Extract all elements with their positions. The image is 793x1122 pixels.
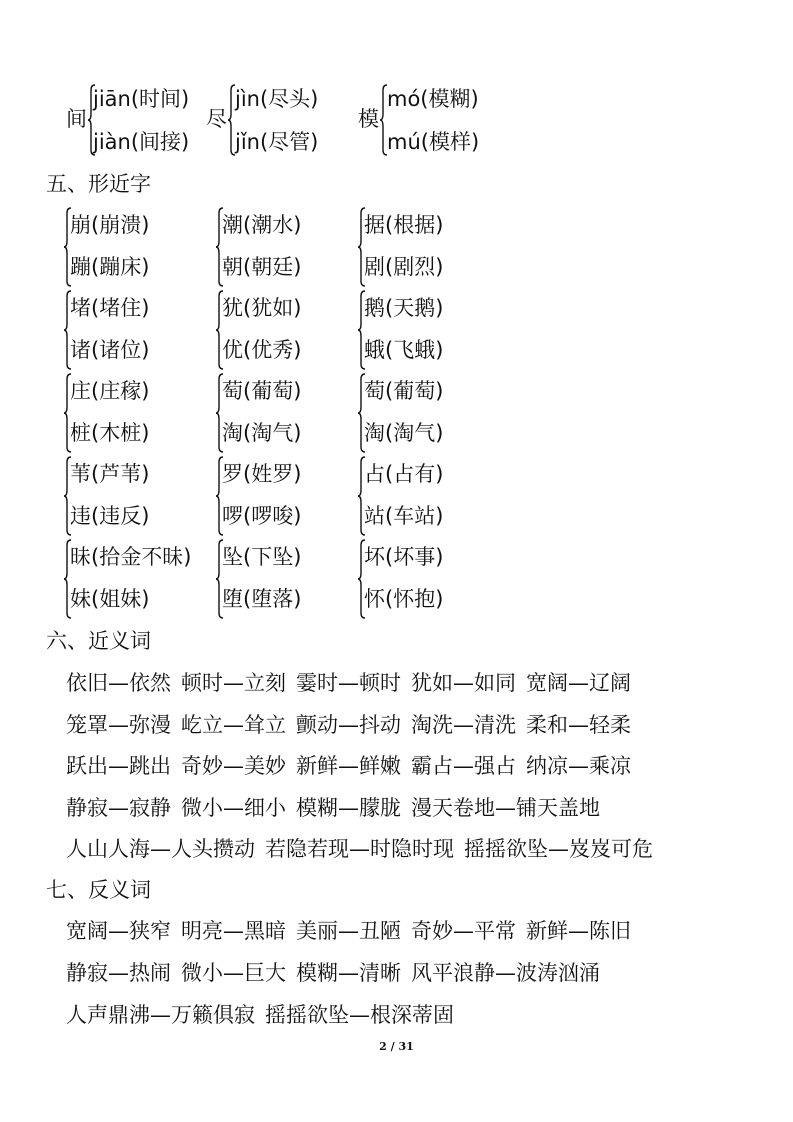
similar-char-word: 昧(拾金不昧) (70, 545, 192, 569)
similar-char-word: 蛾(飞蛾) (364, 338, 444, 362)
synonym-pair: 漫天卷地—铺天盖地 (411, 795, 600, 820)
synonym-pair: 纳凉—乘凉 (526, 754, 631, 778)
synonym-pair: 霎时—顿时 (296, 671, 401, 695)
synonym-pair: 霸占—强占 (411, 754, 516, 778)
similar-char-word: 崩(崩溃) (70, 213, 150, 237)
similar-char-word: 鹅(天鹅) (364, 296, 444, 320)
similar-char-word: 剧(剧烈) (364, 255, 444, 279)
synonym-pair: 淘洗—清洗 (411, 712, 516, 737)
page-number: 2 / 31 (379, 1040, 414, 1053)
similar-char-word: 据(根据) (364, 213, 444, 237)
antonym-pair: 微小—巨大 (181, 961, 286, 985)
synonym-pair: 新鲜—鲜嫩 (296, 754, 401, 778)
similar-char-word: 淘(淘气) (222, 421, 302, 445)
similar-char-word: 萄(葡萄) (222, 379, 302, 403)
polyphone-option: jiān(时间) (93, 87, 190, 111)
antonym-pair: 奇妙—平常 (411, 919, 516, 943)
synonym-pair: 颤动—抖动 (296, 712, 401, 737)
antonym-pair: 美丽—丑陋 (296, 919, 401, 943)
polyphone-option: jiàn(间接) (93, 130, 190, 154)
synonym-pair: 屹立—耸立 (181, 712, 286, 737)
similar-char-word: 占(占有) (364, 462, 444, 486)
antonym-pair: 新鲜—陈旧 (526, 919, 631, 943)
similar-char-word: 妹(姐妹) (70, 587, 150, 611)
section-title-antonyms: 七、反义词 (46, 878, 151, 902)
similar-char-word: 堵(堵住) (70, 296, 150, 320)
antonym-pair: 摇摇欲坠—根深蒂固 (265, 1003, 454, 1027)
word-pair-line (66, 669, 641, 697)
word-pair-line (66, 752, 641, 780)
similar-char-word: 苇(芦苇) (70, 462, 150, 486)
synonym-pair: 摇摇欲坠—岌岌可危 (464, 837, 653, 861)
polyphone-option: jìn(尽头) (235, 87, 319, 111)
similar-char-word: 潮(潮水) (222, 213, 302, 237)
similar-char-word: 萄(葡萄) (364, 379, 444, 403)
antonym-pair: 明亮—黑暗 (181, 919, 286, 943)
section-title-similar-chars: 五、形近字 (46, 172, 151, 196)
synonym-pair: 柔和—轻柔 (526, 712, 631, 737)
similar-char-word: 犹(犹如) (222, 296, 302, 320)
similar-char-word: 怀(怀抱) (364, 587, 444, 611)
word-pair-line (66, 1001, 464, 1029)
synonym-pair: 模糊—朦胧 (296, 795, 401, 820)
synonym-pair: 宽阔—辽阔 (526, 671, 631, 695)
word-pair-line (66, 835, 663, 863)
synonym-pair: 笼罩—弥漫 (66, 712, 171, 737)
polyphone-char: 尽 (206, 107, 227, 131)
antonym-pair: 人声鼎沸—万籁俱寂 (66, 1003, 255, 1027)
similar-char-word: 违(违反) (70, 504, 150, 528)
similar-char-word: 庄(庄稼) (70, 379, 150, 403)
similar-char-word: 坠(下坠) (222, 545, 302, 569)
synonym-pair: 犹如—如同 (411, 671, 516, 695)
word-pair-line (66, 959, 610, 987)
polyphone-option: mú(模样) (387, 130, 480, 154)
similar-char-word: 啰(啰唆) (222, 504, 302, 528)
word-pair-line (66, 917, 641, 945)
antonym-pair: 静寂—热闹 (66, 961, 171, 985)
synonym-pair: 人山人海—人头攒动 (66, 837, 255, 861)
polyphone-char: 模 (358, 107, 379, 131)
synonym-pair: 静寂—寂静 (66, 795, 171, 820)
similar-char-word: 蹦(蹦床) (70, 255, 150, 279)
synonym-pair: 微小—细小 (181, 795, 286, 820)
similar-char-word: 诸(诸位) (70, 338, 150, 362)
similar-char-word: 站(车站) (364, 504, 444, 528)
similar-char-word: 坏(坏事) (364, 545, 444, 569)
synonym-pair: 顿时—立刻 (181, 671, 286, 695)
antonym-pair: 宽阔—狭窄 (66, 919, 171, 943)
polyphone-char: 间 (66, 107, 87, 131)
antonym-pair: 风平浪静—波涛汹涌 (411, 961, 600, 985)
word-pair-line (66, 794, 610, 822)
section-title-synonyms: 六、近义词 (46, 629, 151, 653)
similar-char-word: 堕(堕落) (222, 587, 302, 611)
synonym-pair: 若隐若现—时隐时现 (265, 837, 454, 861)
word-pair-line (66, 711, 641, 739)
synonym-pair: 跃出—跳出 (66, 754, 171, 778)
polyphone-option: mó(模糊) (387, 87, 479, 111)
similar-chars-grid (0, 205, 793, 625)
similar-char-word: 优(优秀) (222, 338, 302, 362)
antonym-pair: 模糊—清晰 (296, 961, 401, 985)
polyphone-option: jǐn(尽管) (235, 130, 319, 154)
similar-char-word: 淘(淘气) (364, 421, 444, 445)
synonym-pair: 奇妙—美妙 (181, 754, 286, 778)
similar-char-word: 桩(木桩) (70, 421, 150, 445)
similar-char-word: 罗(姓罗) (222, 462, 302, 486)
polyphone-section (0, 78, 793, 168)
similar-char-word: 朝(朝廷) (222, 255, 302, 279)
synonym-pair: 依旧—依然 (66, 671, 171, 695)
